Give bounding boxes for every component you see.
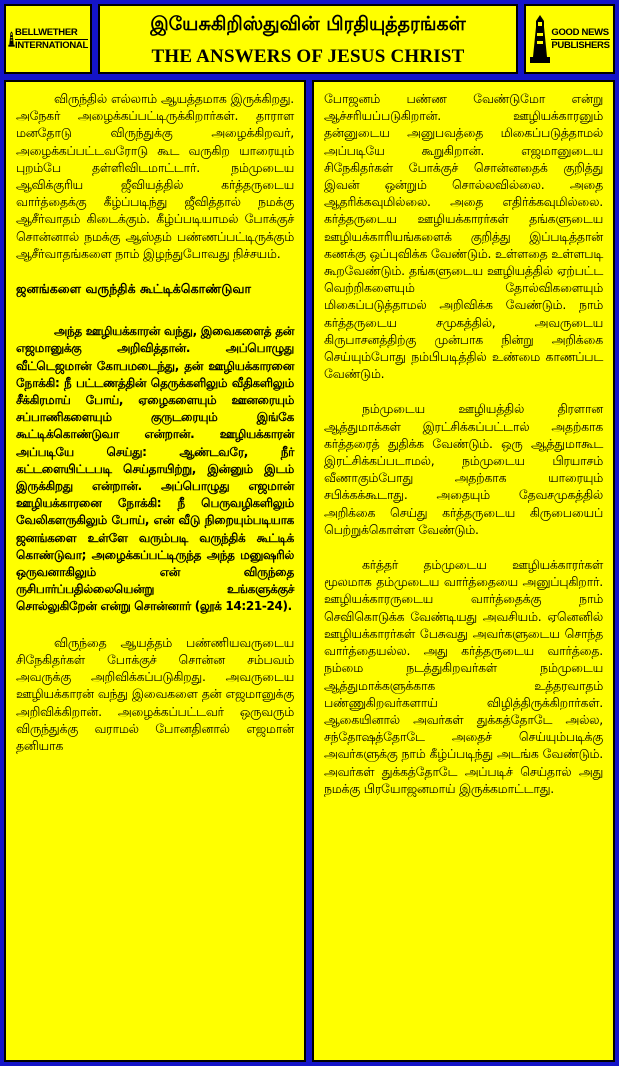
logo-good-news <box>524 4 615 74</box>
logo-left-line1: BELLWETHER <box>15 26 78 38</box>
logo-text-right <box>551 27 609 52</box>
right-paragraph-2: நம்முடைய ஊழியத்தில் திரளான ஆத்துமாக்கள் இரட்சிக்கப்பட்டால் அதற்காக கர்த்தரைத் துதிக்க வேண்டும். ஒரு ஆத்துமாகூட இரட்சிக்கப்படாமல், நம்முடைய பிரயாசம் வீணாகும்போது அதற்காக யாரையும் சபிக்கக்கூடாது. அதையும் தேவசமுகத்தில் அறிக்கை செய்து கர்த்தருடைய கிருபையைப் பெற்றுக்கொள்ள வேண்டும். <box>324 401 603 537</box>
right-paragraph-1: போஜனம் பண்ண வேண்டுமோ என்று ஆச்சரியப்படுகிறான். ஊழியக்காரனும் தன்னுடைய அனுபவத்தை மிகைப்படுத்தாமல் அப்படியே கூறுகிறான். எஜமானுடைய சிநேகிதர்கள் போக்குச் சொன்னதைக் குறித்து இவன் ஒன்றும் சொல்லவில்லை. அதை ஆதரிக்கவுமில்லை. அதை எதிர்க்கவுமில்லை. கர்த்தருடைய ஊழியக்காரர்கள் தங்களுடைய ஊழியக்காரியங்களைக் குறித்து இப்படித்தான் கணக்கு ஒப்புவிக்க வேண்டும். உள்ளதை உள்ளபடி கூறவேண்டும். தங்களுடைய ஊழியத்தில் ஏற்பட்ட வெற்றிகளையும் தோல்விகளையும் மிகைப்படுத்தாமல் அறிவிக்க வேண்டும். நாம் கர்த்தருடைய சமுகத்தில், அவருடைய கிருபாசனத்திற்கு முன்பாக நின்று அறிக்கை செய்யும்போது நம்பிபடித்தில் உண்மை காணப்பட வேண்டும். <box>324 91 603 382</box>
left-column <box>4 80 306 1062</box>
page-header <box>98 4 518 74</box>
left-paragraph-2-scripture: அந்த ஊழியக்காரன் வந்து, இவைகளைத் தன் எஜமானுக்கு அறிவித்தான். அப்பொழுது வீட்டெஜமான் கோபமடைந்து, தன் ஊழியக்காரனை நோக்கி: நீ பட்டணத்தின் தெருக்களிலும் வீதிகளிலும் சீக்கிரமாய் போய், ஏழைகளையும் ஊனரையும் சப்பாணிகளையும் குருடரையும் இங்கே கூட்டிக்கொண்டுவா என்றான். ஊழியக்காரன் அப்படியே செய்து: ஆண்டவரே, நீர் கட்டளையிட்டபடி செய்தாயிற்று, இன்னும் இடம் இருக்கிறது என்றான். அப்பொழுது எஜமான் ஊழியக்காரனை நோக்கி: நீ பெருவழிகளிலும் வேலிகளருகிலும் போய், என் வீடு நிறையும்படியாக ஜனங்களை உள்ளே வரும்படி வருந்திக் கூட்டிக் கொண்டுவா; அழைக்கப்பட்டிருந்த அந்த மனுஷரில் ஒருவனாகிலும் என் விருந்தை ருசிபார்ப்பதில்லையென்று உங்களுக்குச் சொல்லுகிறேன் என்று சொன்னார் (லூக் 14:21-24). <box>16 324 294 614</box>
lighthouse-icon <box>8 13 15 65</box>
header-title-tamil: இயேசுகிறிஸ்துவின் பிரதியுத்தரங்கள் <box>150 13 466 35</box>
left-paragraph-3: விருந்தை ஆயத்தம் பண்ணியவருடைய சிநேகிதர்கள் போக்குச் சொன்ன சம்பவம் அவருக்கு அறிவிக்கப்படுகிறது. அவருடைய ஊழியக்காரன் வந்து இவைகளை தன் எஜமானுக்கு அறிவிக்கிறான். அழைக்கப்பட்டவர் ஒருவரும் விருந்துக்கு வராமல் போனதினால் எஜமான் தனியாக <box>16 634 294 753</box>
lighthouse-icon <box>529 13 551 65</box>
right-column <box>312 80 615 1062</box>
logo-right-line2: PUBLISHERS <box>551 39 610 51</box>
logo-bellwether <box>4 4 92 74</box>
header-title-english: THE ANSWERS OF JESUS CHRIST <box>151 46 465 67</box>
logo-right-line1: GOOD NEWS <box>551 26 609 38</box>
logo-text-left <box>15 27 88 52</box>
logo-left-line2: INTERNATIONAL <box>15 39 88 51</box>
left-paragraph-1: விருந்தில் எல்லாம் ஆயத்தமாக இருக்கிறது. அநேகர் அழைக்கப்பட்டிருக்கிறார்கள். தாராள மனதோடு விருந்துக்கு அழைக்கிறவர், அழைக்கப்பட்டவரோடு கூட வருகிற யாரையும் புறம்பே தள்ளிவிடமாட்டார். நம்முடைய ஆவிக்குரிய ஜீவியத்தில் கர்த்தருடைய வார்த்தைக்கு கீழ்ப்படிந்து ஜீவித்தால் நமக்கு ஆசீர்வாதம் கிடைக்கும். கீழ்ப்படியாமல் போக்குச் சொன்னால் நமக்கு ஆஸ்தம் பண்ணப்பட்டிருக்கும் ஆசீர்வாதங்களை நாம் இழந்துபோவது நிச்சயம். <box>16 91 294 261</box>
right-paragraph-3: கர்த்தர் தம்முடைய ஊழியக்காரர்கள் மூலமாக தம்முடைய வார்த்தையை அனுப்புகிறார். ஊழியக்காரருடைய வார்த்தைக்கு நாம் செவிகொடுக்க வேண்டியது அவசியம். ஏனெனில் ஊழியக்காரர்கள் பேசுவது அவர்களுடைய சொந்த வார்த்தையல்ல. அது கர்த்தருடைய வார்த்தை. நம்மை நடத்துகிறவர்கள் நம்முடைய ஆத்துமாக்களுக்காக உத்தரவாதம் பண்ணுகிறவர்களாய் விழித்திருக்கிறார்கள். ஆகையினால் அவர்கள் துக்கத்தோடே அல்ல, சந்தோஷத்தோடே அதைச் செய்யும்படிக்கு அவர்களுக்கு நாம் கீழ்ப்படிந்து அடங்க வேண்டும். அவர்கள் துக்கத்தோடே அப்படிச் செய்தால் அது நமக்கு பிரயோஜனமாய் இருக்கமாட்டாது. <box>324 557 603 796</box>
section-heading: ஜனங்களை வருந்திக் கூட்டிக்கொண்டுவா <box>16 281 252 297</box>
